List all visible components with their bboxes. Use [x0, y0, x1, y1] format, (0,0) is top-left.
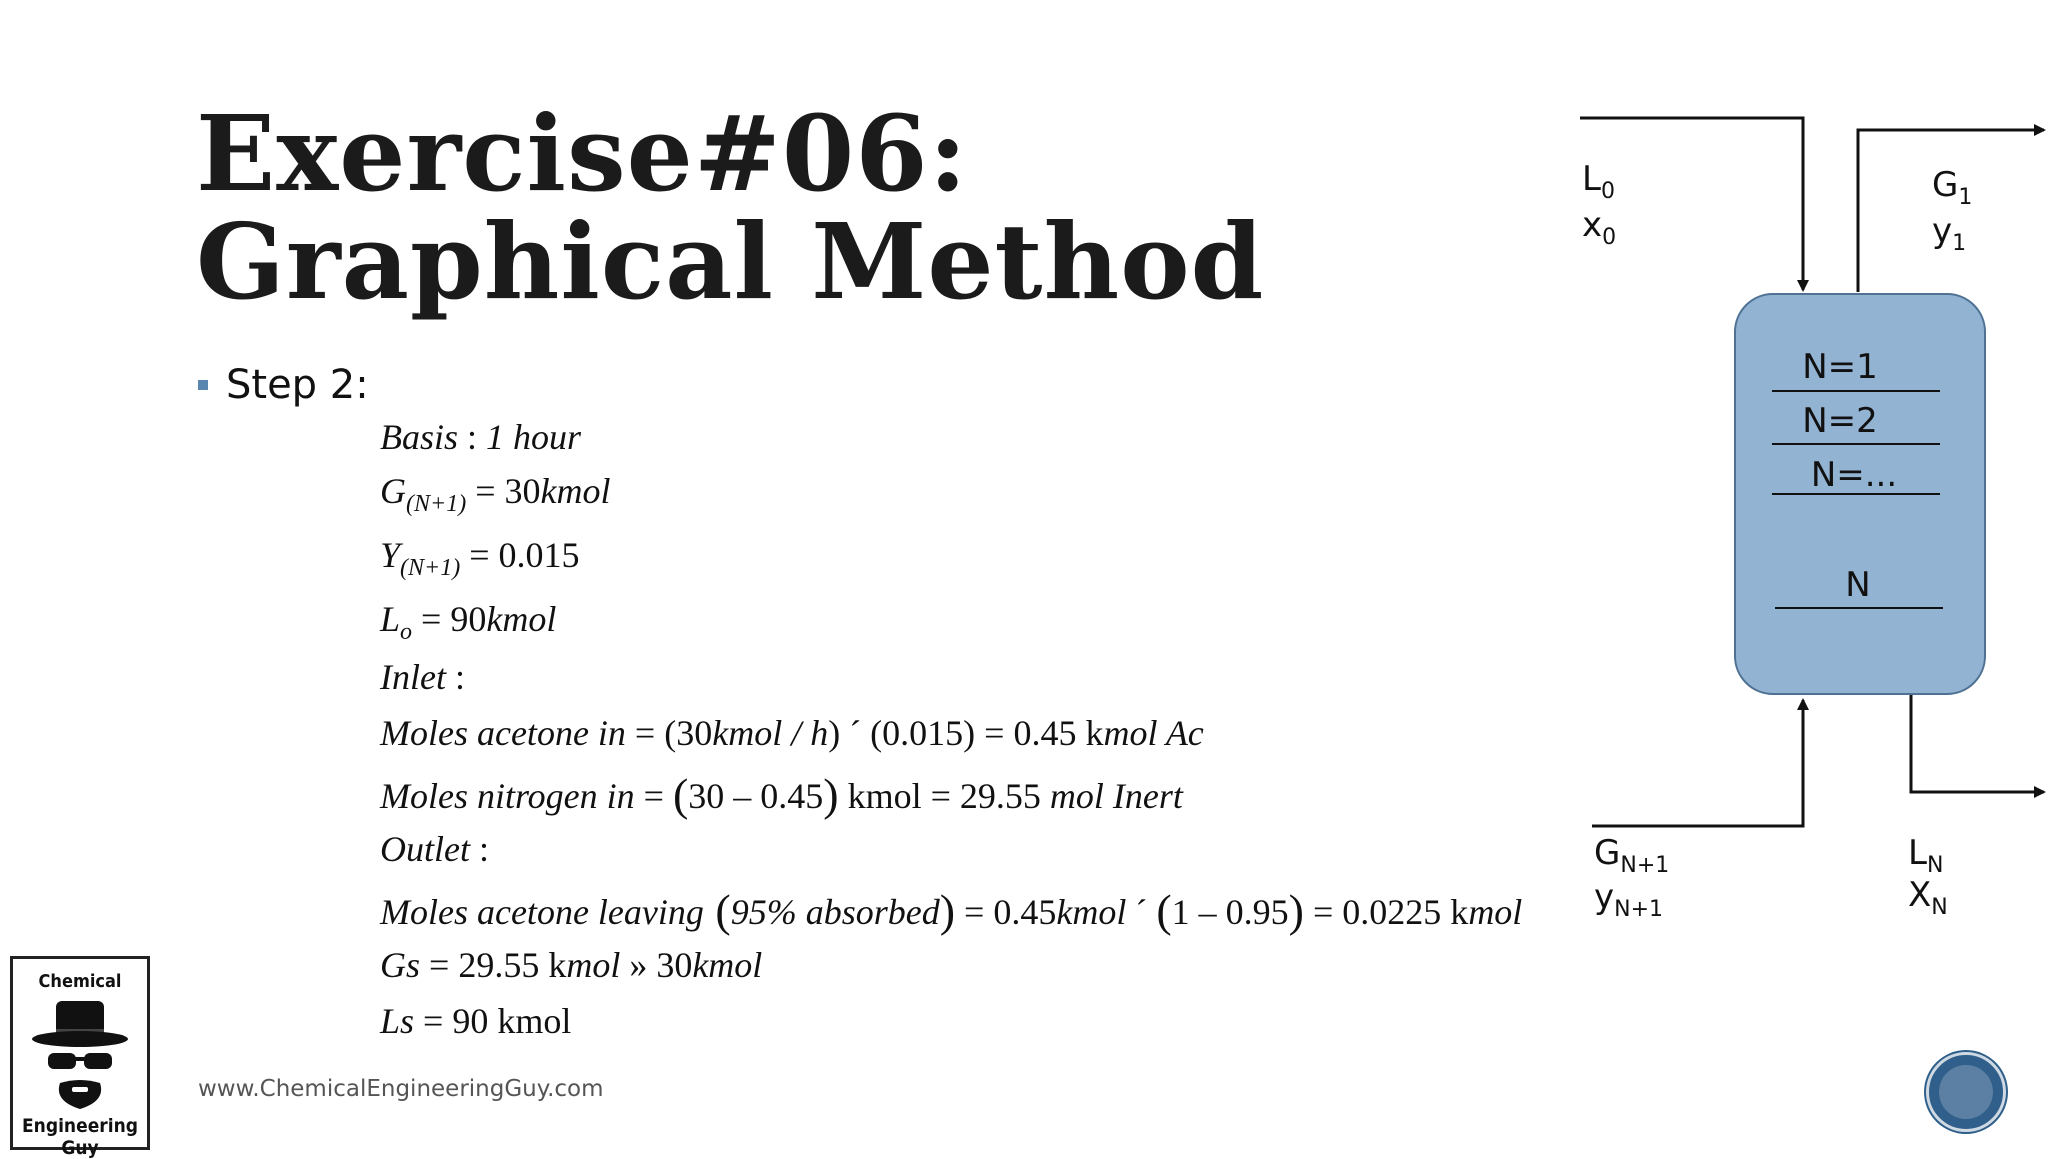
slide-nav-button[interactable] [1926, 1052, 2006, 1132]
eq-inlet-heading: Inlet : [380, 657, 465, 697]
step-bullet [198, 362, 369, 408]
title-line-2: Graphical Method [196, 200, 1265, 323]
eq-ls: Ls = 90 kmol [380, 1001, 572, 1041]
eq-basis: Basis : 1 hour [380, 417, 582, 457]
eq-gs: Gs = 29.55 kmol » 30kmol [380, 945, 763, 985]
eq-liquid-inlet: $L_o$ = 90kmol [380, 599, 557, 646]
eq-acetone-leaving: Moles acetone leaving (95% absorbed) = 0.45kmol ´ (1 – 0.95) = 0.0225 kmol [380, 885, 1523, 936]
liquid-outlet-stream [1911, 692, 2044, 792]
label-xn: $X_N$ [1908, 875, 1948, 920]
eq-y-inlet: $Y_{(N+1)} = 0.015$ [380, 535, 580, 582]
eq-gas-inlet: $G_{(N+1)}$ = 30kmol [380, 471, 611, 518]
eq-acetone-in: Moles acetone in = (30kmol / h) ´ (0.015) = 0.45 kmol Ac [380, 713, 1204, 753]
label-g1: $G_1$ [1932, 165, 1973, 210]
title-line-1: Exercise#06: [196, 92, 969, 215]
eq-outlet-heading: Outlet : [380, 829, 489, 869]
stage-label-n: N [1845, 565, 1871, 605]
step-label: Step 2: [226, 362, 369, 408]
hat-glasses-beard-icon [30, 997, 130, 1111]
label-ln: $L_N$ [1908, 833, 1944, 878]
slide-title [196, 92, 1265, 323]
label-y1: $y_1$ [1932, 211, 1967, 256]
label-yn1: $y_{N+1}$ [1594, 877, 1664, 922]
brand-logo [10, 956, 150, 1159]
logo-text-top: Chemical [38, 971, 122, 992]
liquid-inlet-stream [1580, 118, 1803, 290]
stage-label-2: N=2 [1802, 401, 1878, 441]
eq-nitrogen-in: Moles nitrogen in = (30 – 0.45) kmol = 29.55 mol Inert [380, 769, 1183, 820]
absorber-column-diagram [1560, 100, 2048, 940]
label-x0: $x_0$ [1582, 205, 1617, 250]
website-footer: www.ChemicalEngineeringGuy.com [198, 1076, 604, 1102]
bullet-square-icon [198, 380, 208, 390]
gas-inlet-stream [1592, 700, 1803, 826]
stage-label-3: N=... [1810, 455, 1898, 495]
logo-text-bottom: Engineering Guy [21, 1115, 138, 1159]
label-l0: $L_0$ [1582, 159, 1615, 204]
stage-label-1: N=1 [1802, 347, 1878, 387]
label-gn1: $G_{N+1}$ [1594, 833, 1670, 878]
